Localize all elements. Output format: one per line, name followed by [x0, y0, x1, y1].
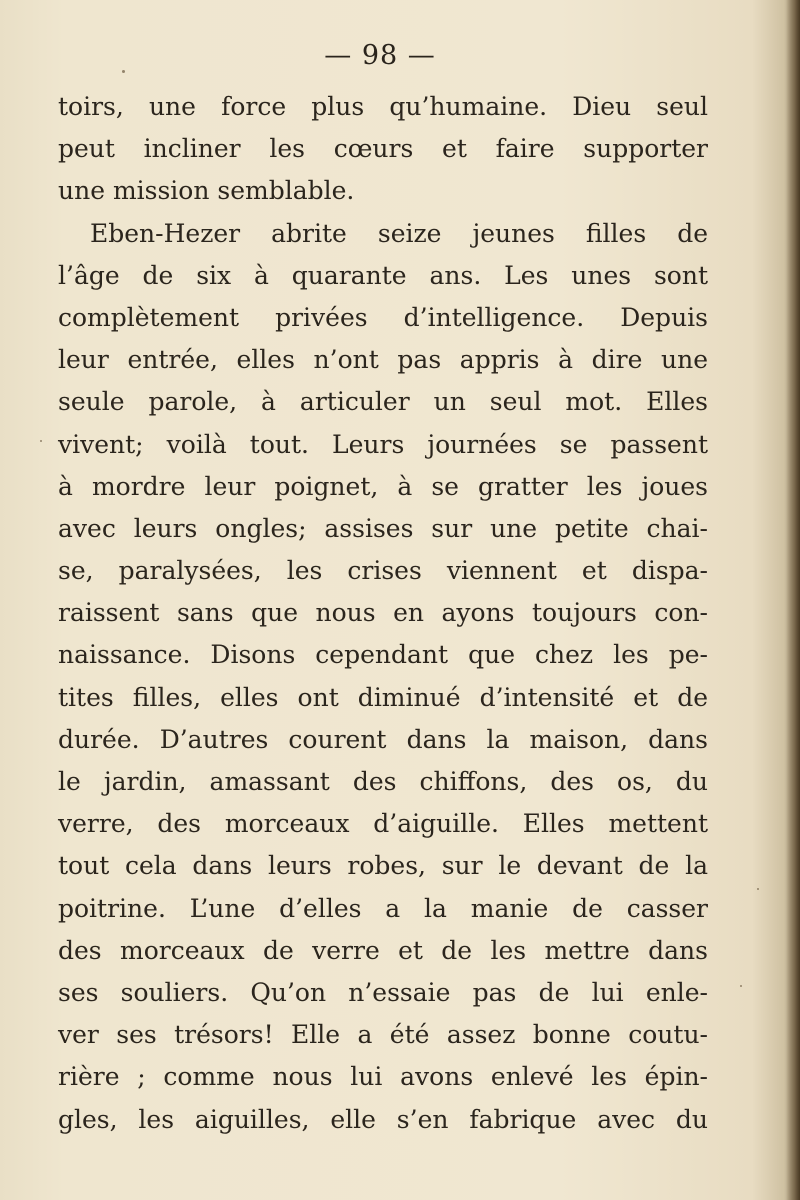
text-line: l’âge de six à quarante ans. Les unes sont — [58, 260, 708, 290]
text-line: Eben-Hezer abrite seize jeunes filles de — [90, 218, 708, 248]
text-line: tites filles, elles ont diminué d’intensité et de — [58, 682, 708, 712]
text-line: vivent; voilà tout. Leurs journées se passent — [58, 429, 708, 459]
text-line: toirs, une force plus qu’humaine. Dieu seul — [58, 92, 708, 121]
text-line: poitrine. L’une d’elles a la manie de casser — [58, 893, 708, 923]
page-number: — 98 — — [324, 40, 436, 71]
text-line: avec leurs ongles; assises sur une petite chai- — [58, 513, 708, 543]
text-line: raissent sans que nous en ayons toujours con- — [58, 598, 708, 628]
text-line: tout cela dans leurs robes, sur le devant de la — [58, 851, 708, 881]
page-edge-shadow — [786, 0, 800, 1200]
paper-speck — [757, 888, 759, 890]
text-line: ses souliers. Qu’on n’essaie pas de lui enle- — [58, 977, 708, 1007]
text-line: peut incliner les cœurs et faire supporter — [58, 134, 708, 164]
text-line: naissance. Disons cependant que chez les pe- — [58, 640, 708, 670]
text-line: se, paralysées, les crises viennent et dispa- — [58, 556, 708, 586]
text-line: verre, des morceaux d’aiguille. Elles mettent — [58, 809, 708, 839]
text-line: durée. D’autres courent dans la maison, dans — [58, 724, 708, 754]
text-line: leur entrée, elles n’ont pas appris à dire une — [58, 345, 708, 375]
text-line: ver ses trésors! Elle a été assez bonne coutu- — [58, 1020, 708, 1050]
text-line: des morceaux de verre et de les mettre dans — [58, 935, 708, 965]
text-line: seule parole, à articuler un seul mot. Elles — [58, 387, 708, 417]
text-line: à mordre leur poignet, à se gratter les joues — [58, 471, 708, 501]
paper-speck — [40, 440, 42, 442]
text-line: gles, les aiguilles, elle s’en fabrique avec du — [58, 1104, 708, 1134]
text-line: une mission semblable. — [58, 176, 355, 206]
paper-speck — [740, 985, 742, 987]
text-line: le jardin, amassant des chiffons, des os, du — [58, 767, 708, 796]
body-text — [58, 86, 708, 1141]
text-line: complètement privées d’intelligence. Depuis — [58, 302, 708, 332]
text-line: rière ; comme nous lui avons enlevé les épin- — [58, 1062, 708, 1092]
